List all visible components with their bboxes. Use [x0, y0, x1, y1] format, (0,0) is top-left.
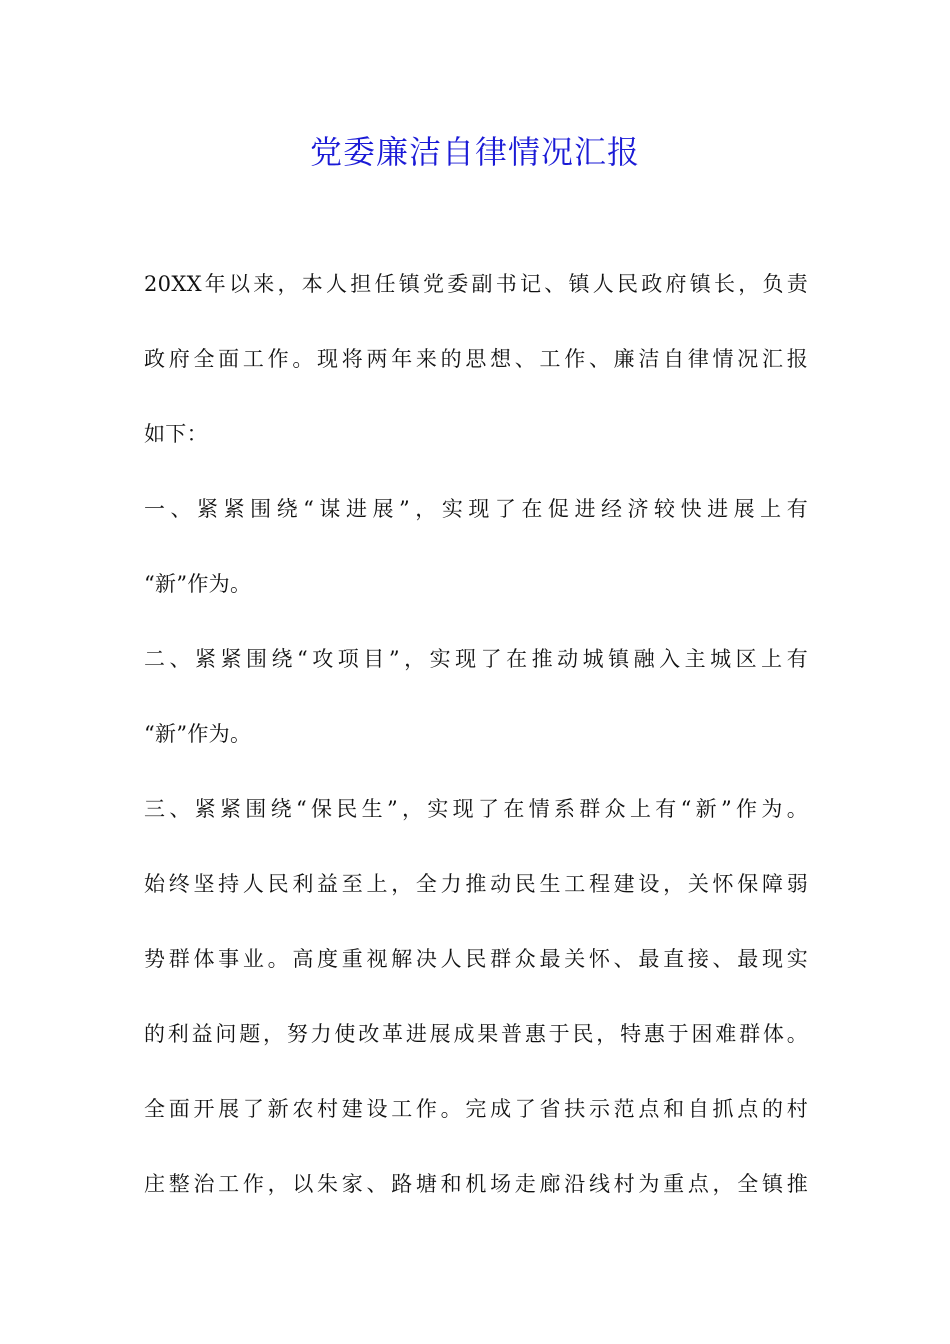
body-line: 的利益问题，努力使改革进展成果普惠于民，特惠于困难群体。 — [144, 1022, 808, 1046]
body-line: “新”作为。 — [144, 572, 252, 596]
body-line: 政府全面工作。现将两年来的思想、工作、廉洁自律情况汇报 — [144, 347, 808, 371]
document-title: 党委廉洁自律情况汇报 — [309, 133, 640, 171]
body-line: 全面开展了新农村建设工作。完成了省扶示范点和自抓点的村 — [144, 1097, 808, 1121]
body-line: 势群体事业。高度重视解决人民群众最关怀、最直接、最现实 — [144, 947, 808, 971]
body-line: 如下： — [144, 422, 208, 446]
body-line: 二、紧紧围绕“攻项目”，实现了在推动城镇融入主城区上有 — [144, 647, 808, 671]
body-line: 始终坚持人民利益至上，全力推动民生工程建设，关怀保障弱 — [144, 872, 808, 896]
body-line: 庄整治工作，以朱家、路塘和机场走廊沿线村为重点，全镇推 — [144, 1172, 808, 1196]
body-line: 20XX年以来，本人担任镇党委副书记、镇人民政府镇长，负责 — [144, 272, 808, 296]
body-line: “新”作为。 — [144, 722, 252, 746]
document-body — [144, 259, 808, 1234]
body-line: 三、紧紧围绕“保民生”，实现了在情系群众上有“新”作为。 — [144, 797, 808, 821]
body-line: 一、紧紧围绕“谋进展”，实现了在促进经济较快进展上有 — [144, 497, 808, 521]
